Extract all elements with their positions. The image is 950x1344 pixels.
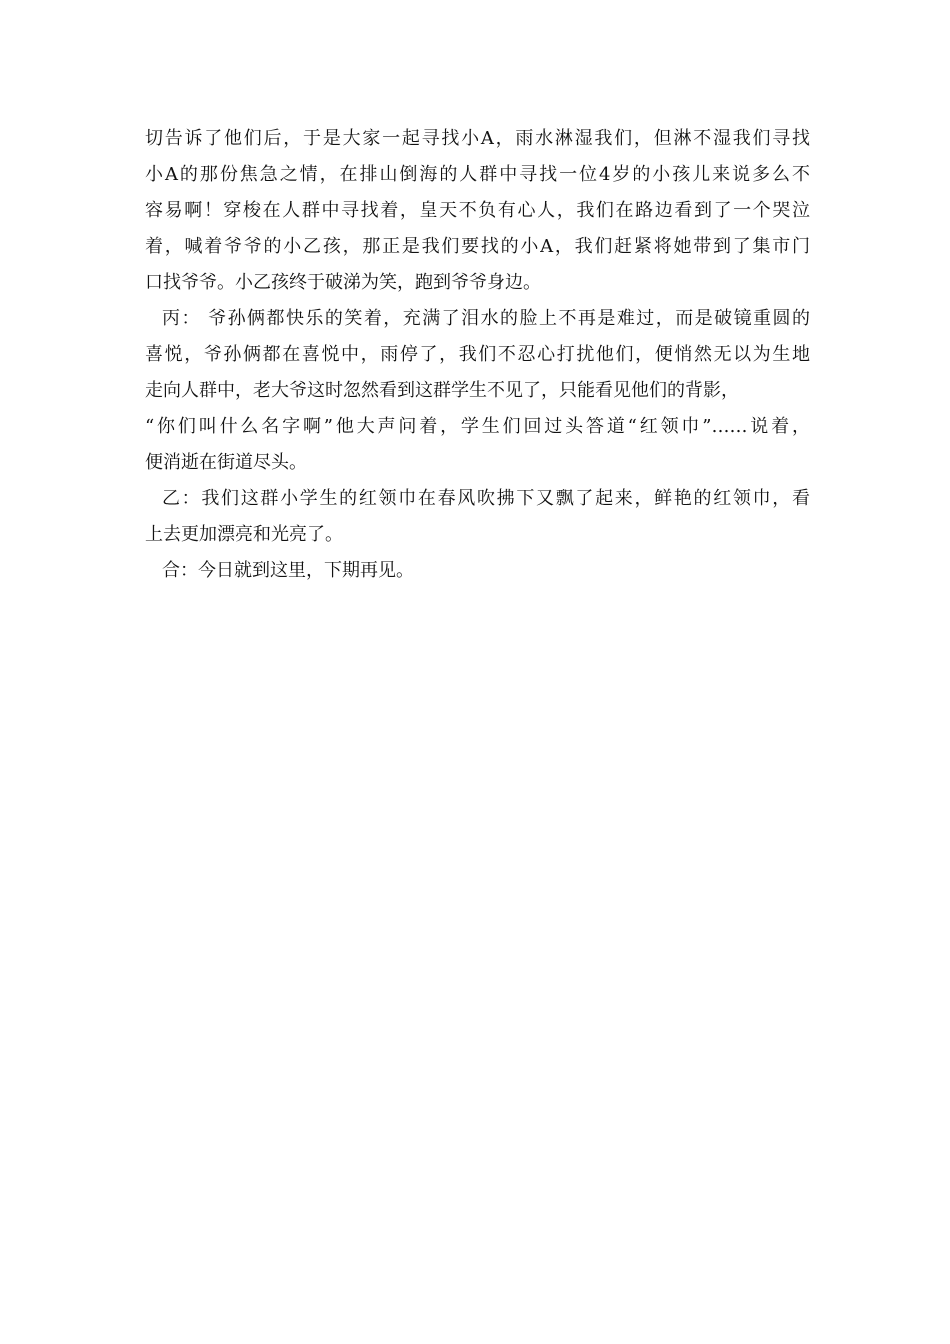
text-line: 着，喊着爷爷的小乙孩，那正是我们要找的小A，我们赶紧将她带到了集市门: [145, 236, 810, 257]
text-line: 走向人群中，老大爷这时忽然看到这群学生不见了，只能看见他们的背影，: [145, 380, 739, 401]
text-line: 便消逝在街道尽头。: [145, 452, 307, 473]
paragraph-continuation: [145, 121, 810, 301]
paragraph-bing: [145, 301, 810, 481]
text-line: 小A的那份焦急之情，在排山倒海的人群中寻找一位4岁的小孩儿来说多么不: [145, 164, 810, 185]
text-line: 乙：我们这群小学生的红领巾在春风吹拂下又飘了起来，鲜艳的红领巾，看: [162, 488, 810, 509]
text-line: 容易啊！穿梭在人群中寻找着，皇天不负有心人，我们在路边看到了一个哭泣: [145, 200, 810, 221]
text-line: 丙： 爷孙俩都快乐的笑着，充满了泪水的脸上不再是难过，而是破镜重圆的: [162, 308, 810, 329]
paragraph-yi: [145, 481, 810, 553]
text-line: 喜悦，爷孙俩都在喜悦中，雨停了，我们不忍心打扰他们，便悄然无以为生地: [145, 344, 810, 365]
text-line: 口找爷爷。小乙孩终于破涕为笑，跑到爷爷身边。: [145, 272, 541, 293]
body-text: [145, 121, 810, 589]
text-line: 上去更加漂亮和光亮了。: [145, 524, 343, 545]
text-line: 切告诉了他们后，于是大家一起寻找小A，雨水淋湿我们，但淋不湿我们寻找: [145, 128, 810, 149]
paragraph-he: [145, 553, 810, 589]
text-line: 合：今日就到这里，下期再见。: [162, 560, 414, 581]
text-line: “你们叫什么名字啊”他大声问着，学生们回过头答道“红领巾”……说着，: [145, 416, 810, 437]
